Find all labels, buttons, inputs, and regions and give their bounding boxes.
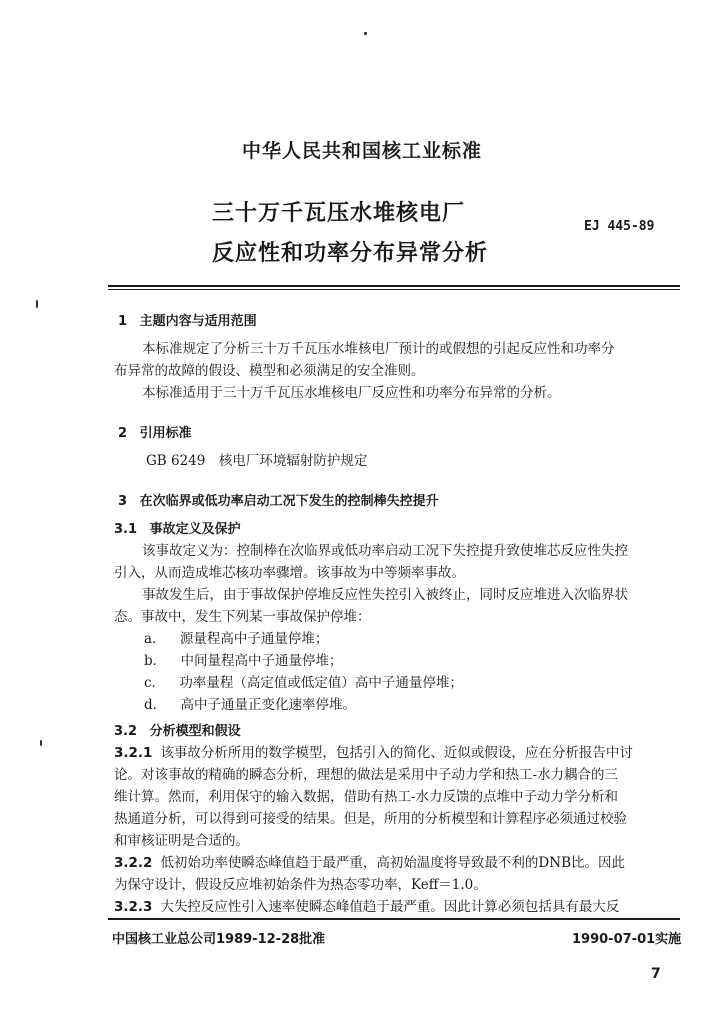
scan-speck (36, 300, 38, 308)
section-3-2-heading (114, 720, 241, 739)
approval-note: 中国核工业总公司1989-12-28批准 (112, 932, 326, 947)
section-number: 3.2 (114, 724, 138, 739)
clause-text: 该事故分析所用的数学模型，包括引入的简化、近似或假设，应在分析报告中讨 (160, 745, 633, 761)
paragraph-line: 论。对该事故的精确的瞬态分析，理想的做法是采用中子动力学和热工-水力耦合的三 (114, 767, 619, 783)
standard-code: EJ 445-89 (584, 219, 655, 234)
paragraph-line: 态。事故中，发生下列某一事故保护停堆： (114, 609, 371, 625)
section-number: 3 (118, 494, 128, 509)
paragraph-line (114, 852, 625, 874)
list-item (144, 628, 328, 650)
clause-number: 3.2.2 (114, 855, 153, 871)
effective-date: 1990-07-01实施 (572, 932, 682, 947)
section-number: 2 (118, 426, 128, 441)
scan-speck (364, 32, 367, 35)
list-marker: a． (144, 631, 166, 647)
footer-rule (108, 918, 680, 920)
section-title: 主题内容与适用范围 (139, 314, 257, 329)
list-marker: c． (144, 675, 166, 691)
paragraph-line: 布异常的故障的假设、模型和必须满足的安全准则。 (114, 363, 425, 379)
section-title: 分析模型和假设 (149, 724, 241, 739)
header-rule (108, 285, 680, 287)
section-3-1-heading (114, 518, 241, 537)
section-title: 在次临界或低功率启动工况下发生的控制棒失控提升 (139, 494, 439, 509)
clause-text: 大失控反应性引入速率使瞬态峰值趋于最严重。因此计算必须包括具有最大反 (160, 899, 620, 915)
organization-title: 中华人民共和国核工业标准 (241, 140, 482, 162)
paragraph-line: 本标准规定了分析三十万千瓦压水堆核电厂预计的或假想的引起反应性和功率分 (142, 341, 615, 357)
page-number: 7 (651, 966, 661, 982)
paragraph-line: 该事故定义为：控制棒在次临界或低功率启动工况下失控提升致使堆芯反应性失控 (142, 543, 628, 559)
list-text: 源量程高中子通量停堆； (179, 631, 329, 647)
section-1-heading (118, 310, 257, 329)
clause-text: 低初始功率使瞬态峰值趋于最严重，高初始温度将导致最不利的DNB比。因此 (160, 855, 625, 871)
reference-standard: GB 6249 核电厂环境辐射防护规定 (146, 453, 368, 469)
list-text: 高中子通量正变化速率停堆。 (180, 697, 356, 713)
clause-number: 3.2.3 (114, 899, 153, 915)
paragraph-line (114, 896, 619, 918)
paragraph-line: 和审核证明是合适的。 (114, 833, 249, 849)
section-3-heading (118, 490, 439, 509)
document-title-line1: 三十万千瓦压水堆核电厂 (212, 201, 466, 226)
list-text: 中间量程高中子通量停堆； (180, 653, 343, 669)
paragraph-line: 热通道分析，可以得到可接受的结果。但是，所用的分析模型和计算程序必须通过校验 (114, 811, 627, 827)
section-title: 引用标准 (139, 426, 192, 441)
list-text: 功率量程（高定值或低定值）高中子通量停堆； (179, 675, 463, 691)
list-item (144, 650, 342, 672)
list-marker: b． (144, 653, 167, 669)
document-title-line2: 反应性和功率分布异常分析 (212, 241, 489, 266)
section-title: 事故定义及保护 (149, 522, 241, 537)
clause-number: 3.2.1 (114, 745, 153, 761)
paragraph-line: 引入，从而造成堆芯核功率骤增。该事故为中等频率事故。 (114, 565, 465, 581)
scan-speck (40, 740, 42, 746)
paragraph-line: 事故发生后，由于事故保护停堆反应性失控引入被终止，同时反应堆进入次临界状 (142, 587, 628, 603)
paragraph-line: 本标准适用于三十万千瓦压水堆核电厂反应性和功率分布异常的分析。 (142, 385, 561, 401)
section-2-heading (118, 422, 192, 441)
header-rule-thin (108, 289, 680, 290)
section-number: 1 (118, 314, 128, 329)
list-item (144, 672, 463, 694)
paragraph-line: 维计算。然而，利用保守的输入数据，借助有热工-水力反馈的点堆中子动力学分析和 (114, 789, 619, 805)
list-item (144, 694, 356, 716)
paragraph-line: 为保守设计，假设反应堆初始条件为热态零功率，Keff＝1.0。 (114, 877, 487, 893)
section-number: 3.1 (114, 522, 138, 537)
paragraph-line (114, 742, 633, 764)
list-marker: d． (144, 697, 167, 713)
